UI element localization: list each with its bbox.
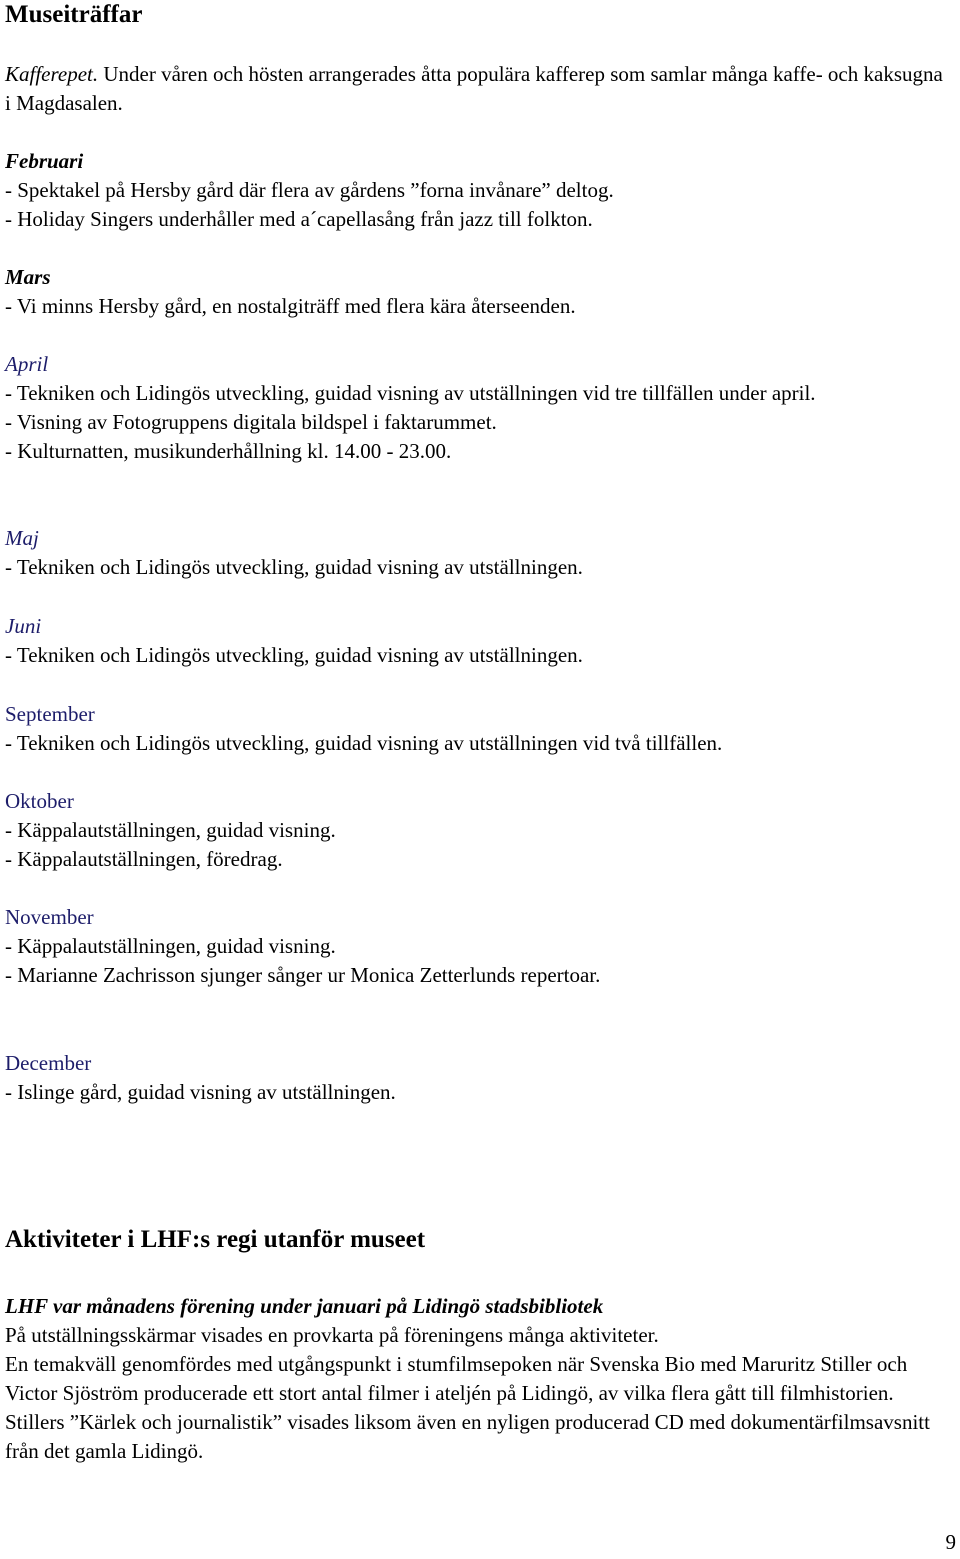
month-december	[5, 1049, 945, 1107]
month-title: Juni	[5, 614, 42, 638]
month-item: - Kulturnatten, musikunderhållning kl. 14.00 - 23.00.	[5, 439, 452, 463]
section-title: Aktiviteter i LHF:s regi utanför museet	[5, 1226, 426, 1253]
month-item: - Visning av Fotogruppens digitala bildspel i faktarummet.	[5, 410, 497, 434]
month-title: Maj	[5, 526, 39, 550]
month-title: April	[5, 352, 49, 376]
month-item: - Käppalautställningen, föredrag.	[5, 847, 283, 871]
month-item: - Islinge gård, guidad visning av utställningen.	[5, 1080, 396, 1104]
month-title: December	[5, 1051, 92, 1075]
intro-paragraph	[5, 60, 945, 118]
month-maj	[5, 524, 945, 582]
month-oktober	[5, 787, 945, 874]
page-number: 9	[945, 1530, 956, 1554]
month-item: - Tekniken och Lidingös utveckling, guidad visning av utställningen.	[5, 643, 583, 667]
month-mars	[5, 263, 945, 321]
month-item: - Tekniken och Lidingös utveckling, guidad visning av utställningen vid tre tillfällen under april.	[5, 381, 816, 405]
intro-lead: Kafferepet.	[5, 62, 99, 86]
month-september	[5, 700, 945, 758]
month-title: November	[5, 905, 94, 929]
month-item: - Tekniken och Lidingös utveckling, guidad visning av utställningen.	[5, 555, 583, 579]
month-title: September	[5, 702, 95, 726]
month-title: Oktober	[5, 789, 74, 813]
intro-text: Under våren och hösten arrangerades åtta populära kafferep som samlar många kaffe- och kaksugna i Magdasalen.	[5, 62, 943, 115]
month-item: - Käppalautställningen, guidad visning.	[5, 934, 336, 958]
month-item: - Vi minns Hersby gård, en nostalgiträff med flera kära återseenden.	[5, 294, 576, 318]
month-item: - Tekniken och Lidingös utveckling, guidad visning av utställningen vid två tillfällen.	[5, 731, 723, 755]
page-title: Museiträffar	[5, 1, 143, 28]
month-title: Februari	[5, 149, 84, 173]
month-februari	[5, 147, 945, 234]
month-title: Mars	[5, 265, 51, 289]
month-april	[5, 350, 945, 466]
month-november	[5, 903, 945, 990]
month-juni	[5, 612, 945, 670]
month-item: - Marianne Zachrisson sjunger sånger ur Monica Zetterlunds repertoar.	[5, 963, 601, 987]
section-subtitle: LHF var månadens förening under januari på Lidingö stadsbibliotek	[5, 1294, 604, 1318]
month-item: - Spektakel på Hersby gård där flera av gårdens ”forna invånare” deltog.	[5, 178, 614, 202]
lhf-section	[5, 1292, 950, 1466]
month-item: - Käppalautställningen, guidad visning.	[5, 818, 336, 842]
paragraph: En temakväll genomfördes med utgångspunkt i stumfilmsepoken när Svenska Bio med Maruritz Stiller och Victor Sjöström producerade ett stort antal filmer i ateljén på Lidingö, av vilka flera gått till filmhistorien. Stillers ”Kärlek och journalistik” visades liksom även en nyligen producerad CD med dokumentärfilmsavsnitt från det gamla Lidingö.	[5, 1352, 930, 1463]
month-item: - Holiday Singers underhåller med a´capellasång från jazz till folkton.	[5, 207, 593, 231]
paragraph: På utställningsskärmar visades en provkarta på föreningens många aktiviteter.	[5, 1323, 659, 1347]
